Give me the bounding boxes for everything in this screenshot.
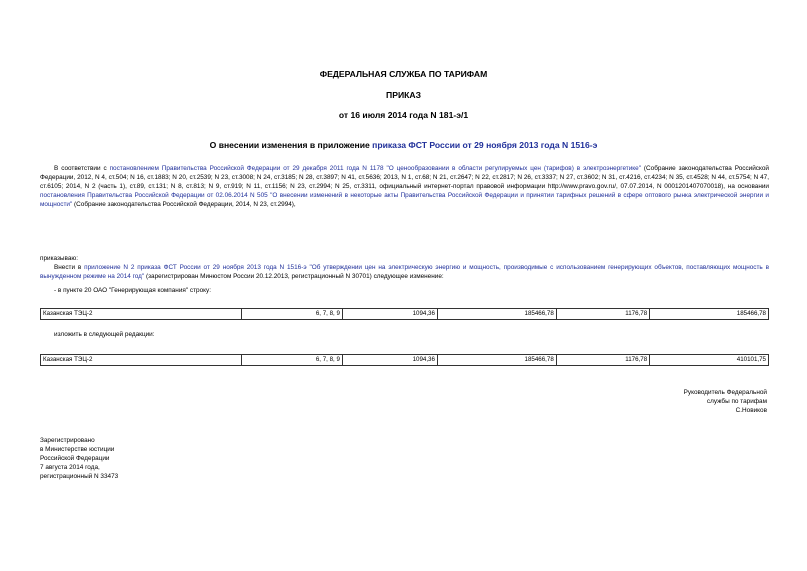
main-text-2: (зарегистрирован Минюстом России 20.12.2013, регистрационный N 30701) следующее изменение: bbox=[144, 272, 444, 280]
preamble-paragraph bbox=[40, 165, 769, 210]
restate-line bbox=[40, 331, 769, 340]
preamble-text-3: (Собрание законодательства Российской Федерации, 2014, N 23, ст.2994), bbox=[72, 200, 296, 208]
table-cell-value: 1094,36 bbox=[342, 355, 437, 366]
preamble-link-resolution-1178[interactable]: постановлением Правительства Российской Федерации от 29 декабря 2011 года N 1178 "О ценообразовании в области регулируемых цен (тарифов) в электроэнергетике" bbox=[109, 165, 641, 172]
registration-line: Российской Федерации bbox=[40, 454, 110, 462]
table-cell-value: 1094,36 bbox=[342, 309, 437, 320]
doc-subject-link[interactable]: приказа ФСТ России от 29 ноября 2013 года N 1516-э bbox=[372, 140, 598, 150]
restate-text: изложить в следующей редакции: bbox=[54, 331, 155, 338]
signature-line: Руководитель Федеральной bbox=[683, 389, 767, 396]
signature-block bbox=[684, 389, 767, 416]
signature-name: С.Новиков bbox=[735, 406, 767, 414]
item-line bbox=[40, 287, 769, 296]
registration-line: Зарегистрировано bbox=[40, 437, 95, 444]
table-row bbox=[41, 355, 769, 366]
table-cell-value: 185466,78 bbox=[437, 309, 556, 320]
new-row-table bbox=[40, 354, 769, 366]
doc-subject bbox=[0, 141, 807, 150]
registration-line: в Министерстве юстиции bbox=[40, 445, 115, 453]
registration-line: 7 августа 2014 года, bbox=[40, 463, 100, 471]
order-word: приказываю: bbox=[40, 255, 78, 262]
main-paragraph bbox=[40, 264, 769, 282]
old-row-table bbox=[40, 308, 769, 320]
doc-date-number: от 16 июля 2014 года N 181-э/1 bbox=[338, 110, 469, 120]
signature-line: службы по тарифам bbox=[706, 397, 767, 405]
table-cell-value: 185466,78 bbox=[650, 309, 769, 320]
preamble-link-resolution-505[interactable]: постановления Правительства Российской Федерации от 02.06.2014 N 505 "О внесении изменений в некоторые акты Правительства Российской Федерации и принятии тарифных решений в сфере оптового рынка электрической энергии и мощности" bbox=[40, 191, 769, 208]
preamble-text-1: В соответствии с bbox=[54, 165, 110, 172]
table-cell-hours: 6, 7, 8, 9 bbox=[242, 309, 343, 320]
preamble-text-2: (Собрание законодательства Российской Федерации, 2012, N 4, ст.504; N 16, ст.1883; N 20, ст.2539; N 23, ст.3008; N 24, ст.3185; N 28, ст.3897; N 41, ст.5636; 2013, N 1, ст.68; N 21, ст.2647; N 22, ст.2817; N 26, ст.3337; N 27, ст.3602; N 31, ст.4216, ст.4234; N 35, ст.4528; N 44, ст.5754; N 47, ст.6105; 2014, N 2 (часть 1), ст.89, ст.131; N 8, ст.813; N 9, ст.919; N 11, ст.1156; N 23, ст.2994; N 25, ст.3311, официальный интернет-портал правовой информации http://www.pravo.gov.ru/, 07.07.2014, N 0001201407070018), на основании bbox=[40, 165, 769, 190]
table-cell-value: 410101,75 bbox=[650, 355, 769, 366]
doc-subject-text: О внесении изменения в приложение bbox=[209, 140, 373, 150]
main-link-appendix[interactable]: приложение N 2 приказа ФСТ России от 29 ноября 2013 года N 1516-э "Об утверждении цен на электрическую энергию и мощность, производимые с использованием генерирующих объектов, поставляющих мощность в вынужденном режиме на 2014 год" bbox=[40, 263, 770, 280]
agency-title: ФЕДЕРАЛЬНАЯ СЛУЖБА ПО ТАРИФАМ bbox=[319, 69, 488, 79]
table-cell-station: Казанская ТЭЦ-2 bbox=[41, 355, 242, 366]
table-cell-value: 1176,78 bbox=[556, 355, 649, 366]
main-text-1: Внести в bbox=[54, 263, 85, 271]
registration-line: регистрационный N 33473 bbox=[40, 472, 119, 480]
registration-block bbox=[40, 437, 118, 482]
table-row bbox=[41, 309, 769, 320]
item-text: - в пункте 20 ОАО "Генерирующая компания" строку: bbox=[54, 287, 211, 294]
table-cell-value: 185466,78 bbox=[437, 355, 556, 366]
doc-type-title: ПРИКАЗ bbox=[386, 90, 421, 100]
table-cell-value: 1176,78 bbox=[556, 309, 649, 320]
table-cell-hours: 6, 7, 8, 9 bbox=[242, 355, 343, 366]
order-paragraph bbox=[40, 255, 769, 282]
table-cell-station: Казанская ТЭЦ-2 bbox=[41, 309, 242, 320]
